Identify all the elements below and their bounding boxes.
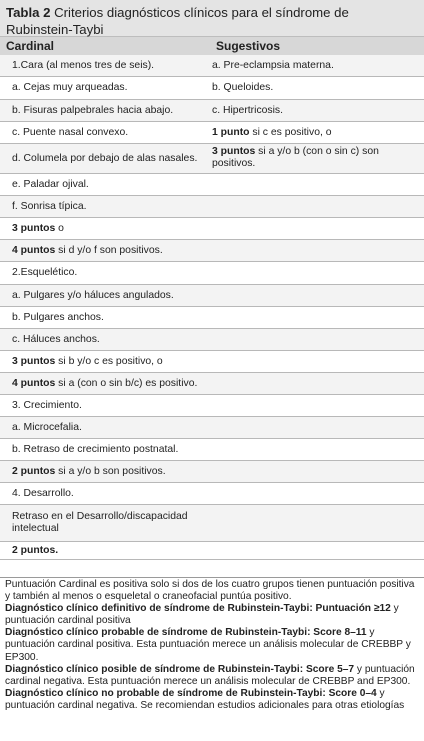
sugestivos-cell [204, 240, 424, 261]
cardinal-cell: b. Fisuras palpebrales hacia abajo. [12, 104, 174, 116]
sugestivos-cell: c. Hipertricosis. [212, 104, 284, 116]
table-header [0, 37, 424, 55]
cardinal-cell: 1.Cara (al menos tres de seis). [12, 59, 155, 71]
header-sugestivos: Sugestivos [216, 39, 281, 53]
sugestivos-cell [204, 373, 424, 394]
cardinal-cell: 4. Desarrollo. [12, 487, 74, 499]
footnote-possible: Diagnóstico clínico posible de síndrome de Rubinstein-Taybi: Score 5–7 y puntuación cardinal negativa. Esta puntuación merece un análisis molecular de CREBBP and EP300. [5, 663, 415, 687]
table-row [0, 542, 424, 560]
sugestivos-cell [204, 329, 424, 350]
table-row [0, 307, 424, 329]
cardinal-cell: d. Columela por debajo de alas nasales. [12, 152, 198, 164]
sugestivos-cell [204, 262, 424, 284]
cardinal-cell: c. Háluces anchos. [12, 333, 100, 345]
table-row [0, 174, 424, 196]
table-row [0, 505, 424, 542]
cardinal-cell: a. Pulgares y/o háluces angulados. [12, 289, 174, 301]
sugestivos-cell [204, 285, 424, 306]
sugestivos-cell: 3 puntos si a y/o b (con o sin c) son positivos. [212, 146, 379, 169]
table-row [0, 329, 424, 351]
table-row [0, 395, 424, 417]
cardinal-cell: e. Paladar ojival. [12, 178, 89, 190]
cardinal-cell: 4 puntos si d y/o f son positivos. [12, 244, 163, 256]
cardinal-cell: 4 puntos si a (con o sin b/c) es positivo. [12, 377, 198, 389]
footnote-probable: Diagnóstico clínico probable de síndrome de Rubinstein-Taybi: Score 8–11 y puntuación cardinal positiva. Esta puntuación merece un análisis molecular de CREBBP y EP300. [5, 627, 411, 663]
table-caption: Criterios diagnósticos clínicos para el síndrome de Rubinstein-Taybi [6, 5, 349, 37]
cardinal-cell: c. Puente nasal convexo. [12, 126, 129, 138]
cardinal-cell: b. Pulgares anchos. [12, 311, 104, 323]
sugestivos-cell [204, 505, 424, 541]
header-cardinal: Cardinal [6, 39, 55, 53]
table-row [0, 461, 424, 483]
table-row [0, 240, 424, 262]
sugestivos-cell [204, 174, 424, 195]
sugestivos-cell [204, 351, 424, 372]
cardinal-cell: 2 puntos si a y/o b son positivos. [12, 465, 166, 477]
table-row [0, 218, 424, 240]
cardinal-cell: 3 puntos o [12, 222, 64, 234]
sugestivos-cell: 1 punto si c es positivo, o [212, 126, 332, 138]
cardinal-cell: 2 puntos. [12, 544, 59, 556]
sugestivos-cell: b. Queloides. [212, 82, 274, 93]
table-row [0, 144, 424, 174]
sugestivos-cell [204, 218, 424, 239]
table-body [0, 55, 424, 560]
table-row [0, 417, 424, 439]
sugestivos-cell [204, 439, 424, 460]
sugestivos-cell: a. Pre-eclampsia materna. [212, 59, 334, 71]
cardinal-cell: a. Cejas muy arqueadas. [12, 82, 128, 93]
table-row [0, 439, 424, 461]
table-row [0, 122, 424, 144]
table-row [0, 483, 424, 505]
sugestivos-cell [204, 483, 424, 504]
sugestivos-cell [204, 461, 424, 482]
footnote-cardinal-rule: Puntuación Cardinal es positiva solo si dos de los cuatro grupos tienen puntuación positiva y también al menos o esqueletal o craneofacial puntúa positivo. [5, 579, 415, 603]
footnote-unlikely: Diagnóstico clínico no probable de síndrome de Rubinstein-Taybi: Score 0–4 y puntuación cardinal negativa. Se recomiendan estudios adicionales para otras etiologías [5, 687, 405, 711]
sugestivos-cell [204, 417, 424, 438]
table-title [0, 0, 424, 37]
table-row [0, 55, 424, 77]
sugestivos-cell [204, 542, 424, 559]
table-bottom-rule [0, 577, 424, 578]
sugestivos-cell [204, 307, 424, 328]
table-row [0, 373, 424, 395]
cardinal-cell: a. Microcefalia. [12, 421, 82, 433]
sugestivos-cell [204, 196, 424, 217]
cardinal-cell: 2.Esquelético. [12, 267, 78, 278]
cardinal-cell: f. Sonrisa típica. [12, 200, 87, 212]
table-row [0, 351, 424, 373]
table-number: Tabla 2 [6, 5, 51, 20]
sugestivos-cell [204, 395, 424, 416]
cardinal-cell: b. Retraso de crecimiento postnatal. [12, 443, 179, 455]
cardinal-cell: 3. Crecimiento. [12, 399, 82, 411]
table-row [0, 262, 424, 285]
table-row [0, 285, 424, 307]
table-footnotes [5, 579, 421, 712]
table-row [0, 196, 424, 218]
footnote-definitive: Diagnóstico clínico definitivo de síndrome de Rubinstein-Taybi: Puntuación ≥12 y puntuación cardinal positiva [5, 603, 399, 627]
table-row [0, 77, 424, 100]
cardinal-cell: 3 puntos si b y/o c es positivo, o [12, 355, 163, 367]
table-row [0, 100, 424, 122]
cardinal-cell: Retraso en el Desarrollo/discapacidad intelectual [12, 511, 188, 534]
